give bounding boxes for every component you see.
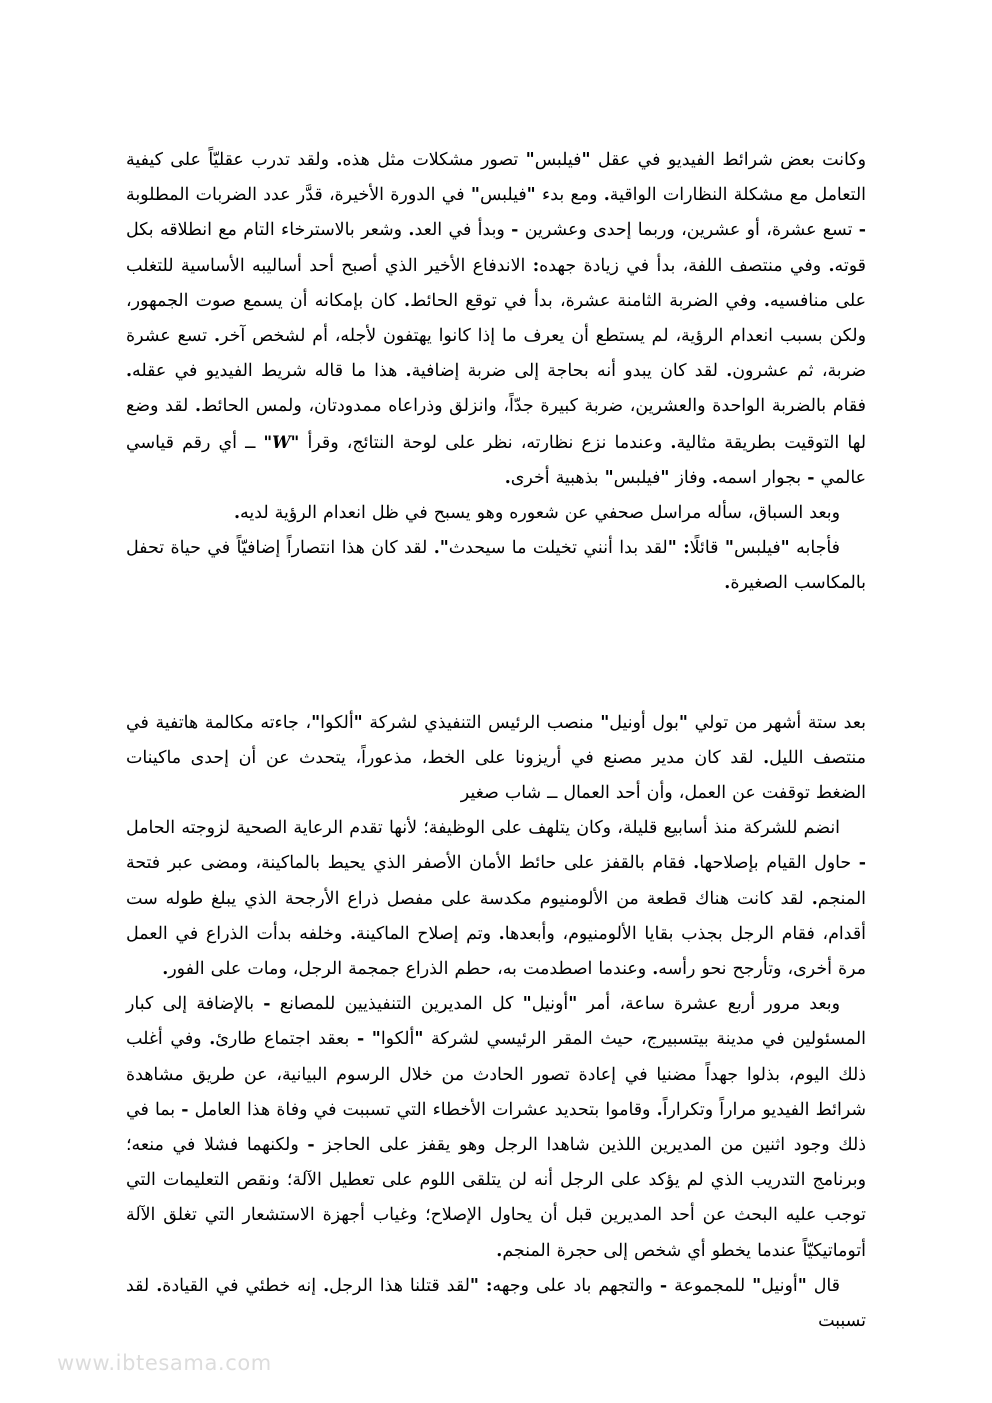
section-one bbox=[126, 143, 866, 602]
paragraph-oneill-statement: قال "أونيل" للمجموعة - والتجهم باد على وجهه: "لقد قتلنا هذا الرجل. إنه خطئي في القيادة. لقد تسببت bbox=[126, 1275, 866, 1332]
paragraph-emergency-meeting: وبعد مرور أربع عشرة ساعة، أمر "أونيل" كل المديرين التنفيذيين للمصانع - بالإضافة إلى كبار المسئولين في مدينة بيتسبيرج، حيث المقر الرئيسي لشركة "ألكوا" - بعقد اجتماع طارئ. وفي أغلب ذلك اليوم، بذلوا جهداً مضنيا في إعادة تصور الحادث من خلال الرسوم البيانية، عن طريق مشاهدة شرائط الفيديو مراراً وتكراراً. وقاموا بتحديد عشرات الأخطاء التي تسببت في وفاة هذا العامل - بما في ذلك وجود اثنين من المديرين اللذين شاهدا الرجل وهو يقفز على الحاجز - ولكنهما فشلا في منعه؛ وبرنامج التدريب الذي لم يؤكد على الرجل أنه لن يتلقى اللوم على تعطيل الآلة؛ ونقص التعليمات التي توجب عليه البحث عن أحد المديرين قبل أن يحاول الإصلاح؛ وغياب أجهزة الاستشعار التي تغلق الآلة أتوماتيكيّاً عندما يخطو أي شخص إلى حجرة المنجم. bbox=[126, 994, 866, 1261]
section-divider-space bbox=[126, 602, 866, 706]
paragraph-phelps-visualization-text: وكانت بعض شرائط الفيديو في عقل "فيلبس" تصور مشكلات مثل هذه. ولقد تدرب عقليّاً على كيفية التعامل مع مشكلة النظارات الواقية. ومع بدء "فيلبس" في الدورة الأخيرة، قدَّر عدد الضربات المطلوبة - تسع عشرة، أو عشرين، وربما إحدى وعشرين - وبدأ في العد. وشعر بالاسترخاء التام مع انطلاقه بكل قوته. وفي منتصف اللفة، بدأ في زيادة جهده: الاندفاع الأخير الذي أصبح أحد أساليبه الأساسية للتغلب على منافسيه. وفي الضربة الثامنة عشرة، بدأ في توقع الحائط. كان بإمكانه أن يسمع صوت الجمهور، ولكن بسبب انعدام الرؤية، لم يستطع أن يعرف ما إذا كانوا يهتفون لأجله، أم لشخص آخر. تسع عشرة ضربة، ثم عشرون. لقد كان يبدو أنه بحاجة إلى ضربة إضافية. هذا ما قاله شريط الفيديو في عقله. فقام بالضربة الواحدة والعشرين، ضربة كبيرة جدّاً، وانزلق وذراعاه ممدودتان، ولمس الحائط. لقد وضع لها التوقيت بطريقة مثالية. وعندما نزع نظارته، نظر على لوحة النتائج، وقرأ bbox=[126, 150, 866, 453]
paragraph-reporter-question: وبعد السباق، سأله مراسل صحفي عن شعوره وهو يسبح في ظل انعدام الرؤية لديه. bbox=[233, 503, 840, 524]
site-watermark: www.ibtesama.com bbox=[57, 1351, 272, 1375]
world-record-letter: "W" bbox=[263, 432, 300, 452]
section-two bbox=[126, 706, 866, 1340]
paragraph-worker-accident: انضم للشركة منذ أسابيع قليلة، وكان يتلهف على الوظيفة؛ لأنها تقدم الرعاية الصحية لزوجته الحامل - حاول القيام بإصلاحها. فقام بالقفز على حائط الأمان الأصفر الذي يحيط بالماكينة، ومضى عبر فتحة المنجم. لقد كانت هناك قطعة من الألومنيوم مكدسة على مفصل ذراع الأرجحة الذي يبلغ طوله ست أقدام، فقام الرجل بجذب بقايا الألومنيوم، وأبعدها. وتم إصلاح الماكينة. وخلفه بدأت الذراع في العمل مرة أخرى، وتأرجح نحو رأسه. وعندما اصطدمت به، حطم الذراع جمجمة الرجل، ومات على الفور. bbox=[126, 818, 866, 980]
paragraph-phelps-visualization bbox=[126, 143, 866, 496]
paragraph-phelps-visualization-tail: ــ أي رقم قياسي عالمي - بجوار اسمه. وفاز "فيلبس" بذهبية أخرى. bbox=[126, 432, 866, 488]
paragraph-phelps-answer: فأجابه "فيلبس" قائلًا: "لقد بدا أنني تخيلت ما سيحدث". لقد كان هذا انتصاراً إضافيّاً في حياة تحفل بالمكاسب الصغيرة. bbox=[126, 538, 866, 594]
paragraph-oneill-midnight-call: بعد ستة أشهر من تولي "بول أونيل" منصب الرئيس التنفيذي لشركة "ألكوا"، جاءته مكالمة هاتفية في منتصف الليل. لقد كان مدير مصنع في أريزونا على الخط، مذعوراً، يتحدث عن أن إحدى ماكينات الضغط توقفت عن العمل، وأن أحد العمال ــ شاب صغير bbox=[126, 712, 866, 804]
page-text-column bbox=[126, 143, 866, 1339]
